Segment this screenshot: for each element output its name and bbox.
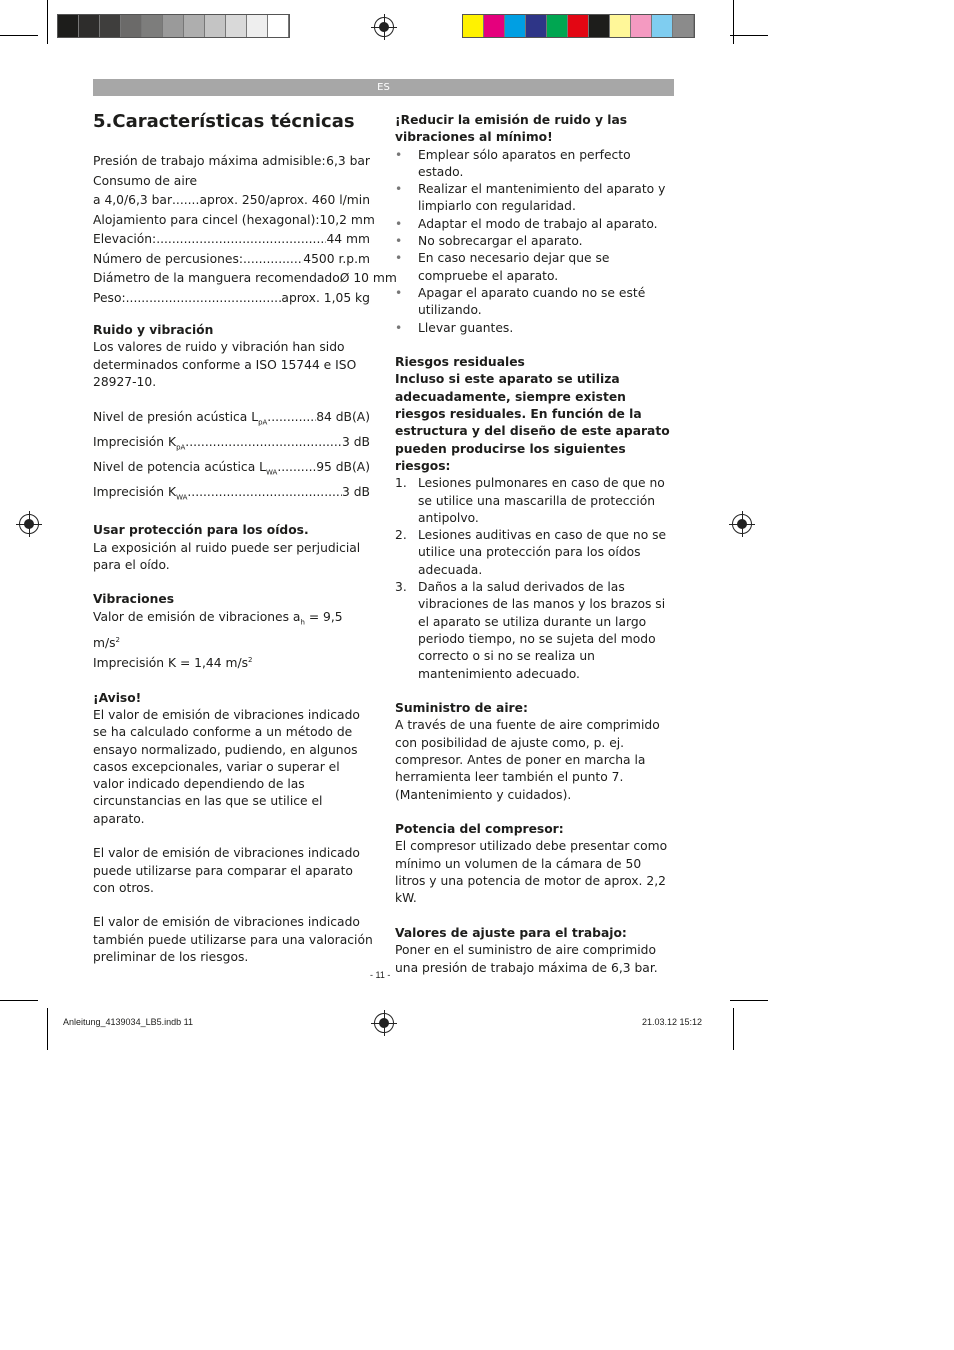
- crop-mark: [47, 1008, 48, 1050]
- color-swatch: [184, 15, 205, 37]
- noise-row: [93, 433, 370, 458]
- noise-subscript: WA: [266, 468, 278, 477]
- color-swatch: [121, 15, 142, 37]
- bullet-item: • En caso necesario dejar que se compruebe el aparato.: [395, 250, 675, 285]
- crop-mark: [47, 0, 48, 44]
- color-swatch: [547, 15, 568, 37]
- color-swatch: [247, 15, 268, 37]
- registration-mark-icon: [374, 1013, 394, 1033]
- file-info: Anleitung_4139034_LB5.indb 11: [63, 1017, 193, 1027]
- spec-value: aprox. 1,05 kg: [281, 290, 370, 305]
- spec-row: [93, 250, 370, 270]
- warning-paragraph: El valor de emisión de vibraciones indicado se ha calculado conforme a un método de ensayo normalizado, pudiendo, en algunos casos excepcionales, variar o superar el valor indicado dependiendo de las circunstancias en las que se utilice el aparato.: [93, 707, 360, 826]
- color-swatch: [673, 15, 694, 37]
- risk-item: [395, 527, 675, 579]
- noise-row: [93, 483, 370, 508]
- spec-label: Número de percusiones:: [93, 251, 244, 266]
- color-swatch: [484, 15, 505, 37]
- crop-mark: [733, 0, 734, 44]
- spec-row: [93, 269, 397, 289]
- dot-leader: [187, 483, 342, 508]
- risk-number: 3.: [395, 580, 407, 595]
- dot-leader: [277, 458, 316, 483]
- color-swatch: [526, 15, 547, 37]
- noise-subscript: pA: [176, 443, 186, 452]
- color-swatch: [631, 15, 652, 37]
- dot-leader: [126, 289, 282, 309]
- spec-row: [93, 172, 370, 192]
- risk-number: 2.: [395, 528, 407, 543]
- crop-mark: [730, 35, 768, 36]
- dot-leader: [156, 230, 326, 250]
- noise-value: 84 dB(A): [316, 410, 370, 425]
- color-swatch: [505, 15, 526, 37]
- noise-label: Imprecisión $K_{pA}$: [93, 435, 186, 452]
- noise-label: Imprecisión $K_{WA}$: [93, 485, 188, 502]
- spec-list: [93, 152, 397, 308]
- spec-label: Peso:: [93, 290, 126, 305]
- color-swatch: [163, 15, 184, 37]
- language-header-bar: [93, 79, 674, 96]
- crop-mark: [0, 35, 38, 36]
- registration-mark-icon: [19, 514, 39, 534]
- dot-leader: [172, 191, 200, 211]
- reduce-emission-list: [395, 147, 675, 337]
- noise-value: 3 dB: [342, 435, 370, 450]
- spec-label: Alojamiento para cincel (hexagonal):: [93, 212, 320, 227]
- spec-value: 10,2 mm: [319, 212, 375, 227]
- risk-item: [395, 475, 675, 527]
- color-swatch: [100, 15, 121, 37]
- bullet-item: • Adaptar el modo de trabajo al aparato.: [395, 216, 675, 233]
- color-swatch: [142, 15, 163, 37]
- left-column: [93, 111, 397, 966]
- spec-row: [93, 152, 370, 172]
- color-swatch: [463, 15, 484, 37]
- spec-label: Consumo de aire: [93, 173, 198, 188]
- warning-heading: ¡Aviso!: [93, 690, 142, 705]
- noise-subscript: WA: [176, 493, 188, 502]
- bullet-item: • No sobrecargar el aparato.: [395, 233, 675, 250]
- spec-label: Presión de trabajo máxima admisible:: [93, 154, 326, 168]
- spec-row: [93, 211, 375, 231]
- noise-row: [93, 408, 370, 433]
- risk-text: Lesiones auditivas en caso de que no se utilice una protección para los oídos adecuada.: [418, 528, 667, 577]
- ear-protection-heading: Usar protección para los oídos.: [93, 523, 309, 538]
- color-swatch: [652, 15, 673, 37]
- noise-values: [93, 408, 373, 508]
- bullet-item: • Realizar el mantenimiento del aparato y limpiarlo con regularidad.: [395, 181, 675, 216]
- spec-row: [93, 191, 370, 211]
- noise-value: 95 dB(A): [316, 460, 370, 475]
- air-supply-heading: Suministro de aire:: [395, 701, 528, 716]
- right-column: [395, 112, 675, 977]
- ear-protection-text: La exposición al ruido puede ser perjudicial para el oído.: [93, 540, 361, 572]
- color-swatch: [568, 15, 589, 37]
- compressor-text: El compresor utilizado debe presentar como mínimo un volumen de la cámara de 50 litros y una potencia de motor de aprox. 2,2 kW.: [395, 839, 668, 906]
- spec-value: Ø 10 mm: [339, 271, 397, 285]
- warning-paragraph: El valor de emisión de vibraciones indicado también puede utilizarse para una valoración preliminar de los riesgos.: [93, 915, 373, 965]
- spec-label: Diámetro de la manguera recomendado: [93, 271, 340, 285]
- spec-label: a 4,0/6,3 bar: [93, 193, 173, 207]
- vibrations-heading: Vibraciones: [93, 592, 175, 607]
- color-swatch: [79, 15, 100, 37]
- color-swatch: [268, 15, 289, 37]
- color-swatch: [610, 15, 631, 37]
- warning-paragraph: El valor de emisión de vibraciones indicado puede utilizarse para comparar el aparato con otros.: [93, 846, 360, 895]
- dot-leader: [267, 408, 316, 433]
- spec-value: 4500 r.p.m: [303, 251, 370, 266]
- crop-mark: [733, 1008, 734, 1050]
- noise-subscript: pA: [258, 418, 268, 427]
- noise-row: [93, 458, 370, 483]
- residual-risks-list: [395, 475, 675, 683]
- bullet-item: • Llevar guantes.: [395, 320, 675, 337]
- risk-text: Lesiones pulmonares en caso de que no se utilice una mascarilla de protección antipolvo.: [418, 476, 665, 525]
- print-date: 21.03.12 15:12: [642, 1017, 703, 1027]
- spec-row: [93, 230, 370, 250]
- page-number: - 11 -: [370, 970, 391, 980]
- risk-item: [395, 579, 675, 683]
- registration-mark-icon: [732, 514, 752, 534]
- language-code: ES: [377, 82, 390, 93]
- residual-risks-heading: Riesgos residuales: [395, 355, 525, 370]
- noise-text: Los valores de ruido y vibración han sido determinados conforme a ISO 15744 e ISO 28927-10.: [93, 340, 357, 389]
- air-supply-text: A través de una fuente de aire comprimido con posibilidad de ajuste como, p. ej. compresor. Antes de poner en marcha la herramienta leer también el punto 7. (Mantenimiento y cuidados).: [395, 718, 660, 802]
- section-title: 5.Características técnicas: [93, 111, 355, 132]
- color-swatch: [589, 15, 610, 37]
- spec-value: aprox. 250/aprox. 460 l/min: [199, 193, 370, 207]
- noise-value: 3 dB: [342, 485, 370, 500]
- spec-value: 44 mm: [326, 232, 370, 246]
- noise-label: Nivel de potencia acústica $L_{WA}$: [93, 460, 278, 477]
- risk-text: Daños a la salud derivados de las vibraciones de las manos y los brazos si el aparato se utiliza durante un largo periodo tiempo, no se sujeta del modo correcto o si no se realiza un mantenimiento adecuado.: [418, 580, 666, 681]
- process-color-bar: [462, 14, 695, 38]
- vibration-emission-value: Valor de emisión de vibraciones $a_h = 9,5$ $m/s^2$: [93, 609, 343, 650]
- compressor-heading: Potencia del compresor:: [395, 822, 564, 837]
- dot-leader: [185, 433, 342, 458]
- bullet-item: • Emplear sólo aparatos en perfecto estado.: [395, 147, 675, 182]
- color-swatch: [226, 15, 247, 37]
- bullet-item: • Apagar el aparato cuando no se esté utilizando.: [395, 285, 675, 320]
- grayscale-color-bar: [57, 14, 290, 38]
- spec-label: Elevación:: [93, 232, 157, 246]
- noise-heading: Ruido y vibración: [93, 323, 214, 337]
- risk-number: 1.: [395, 476, 407, 491]
- color-swatch: [58, 15, 79, 37]
- settings-text: Poner en el suministro de aire comprimido una presión de trabajo máxima de 6,3 bar.: [395, 943, 658, 975]
- crop-mark: [730, 1000, 768, 1001]
- vibration-uncertainty-value: Imprecisión K = 1,44 $m/s^2$: [93, 655, 253, 671]
- noise-label: Nivel de presión acústica $L_{pA}$: [93, 410, 268, 427]
- color-swatch: [205, 15, 226, 37]
- settings-heading: Valores de ajuste para el trabajo:: [395, 925, 627, 940]
- registration-mark-icon: [374, 17, 394, 37]
- spec-row: [93, 289, 370, 309]
- reduce-emission-heading: ¡Reducir la emisión de ruido y las vibraciones al mínimo!: [395, 113, 628, 145]
- residual-risks-intro: Incluso si este aparato se utiliza adecuadamente, siempre existen riesgos residuales. En función de la estructura y del diseño de este aparato pueden producirse los siguientes riesgos:: [395, 372, 670, 473]
- dot-leader: [243, 250, 303, 270]
- crop-mark: [0, 1000, 38, 1001]
- spec-value: 6,3 bar: [326, 154, 370, 168]
